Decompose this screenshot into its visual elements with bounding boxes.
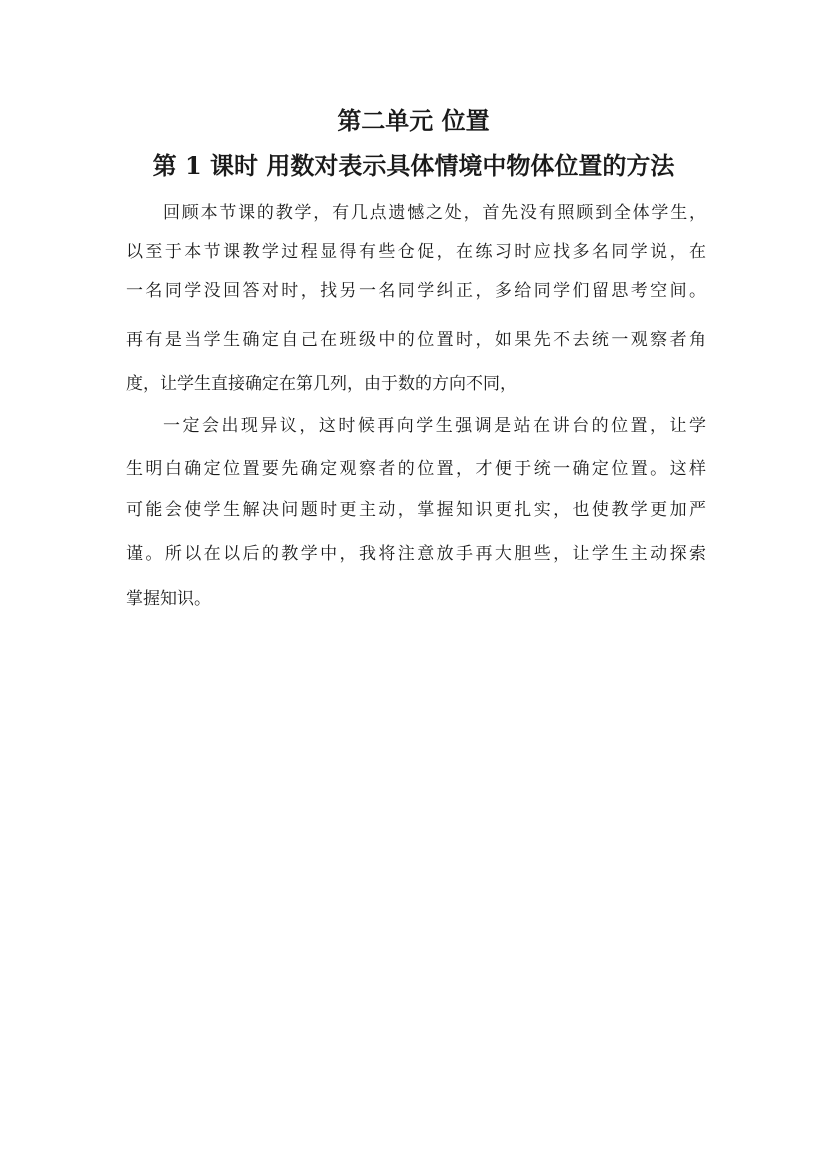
paragraph-line: 生明白确定位置要先确定观察者的位置，才便于统一确定位置。这样: [126, 459, 706, 479]
paragraph-line: 度，让学生直接确定在第几列，由于数的方向不同，: [126, 374, 517, 394]
paragraph-line: 可能会使学生解决问题时更主动，掌握知识更扎实，也使教学更加严: [126, 500, 706, 520]
paragraph-line: 一名同学没回答对时，找另一名同学纠正，多给同学们留思考空间。: [126, 281, 706, 301]
paragraph-line: 一定会出现异议，这时候再向学生强调是站在讲台的位置，让学: [163, 416, 706, 436]
paragraph-line: 以至于本节课教学过程显得有些仓促，在练习时应找多名同学说，在: [126, 242, 706, 262]
unit-title: 第二单元 位置: [337, 106, 490, 135]
paragraph-line: 回顾本节课的教学，有几点遗憾之处，首先没有照顾到全体学生，: [163, 203, 706, 223]
paragraph-line: 谨。所以在以后的教学中，我将注意放手再大胆些，让学生主动探索: [126, 544, 706, 564]
paragraph-line: 再有是当学生确定自己在班级中的位置时，如果先不去统一观察者角: [126, 330, 706, 350]
paragraph-line: 掌握知识。: [126, 589, 211, 609]
lesson-title: 第 1 课时 用数对表示具体情境中物体位置的方法: [152, 151, 675, 180]
